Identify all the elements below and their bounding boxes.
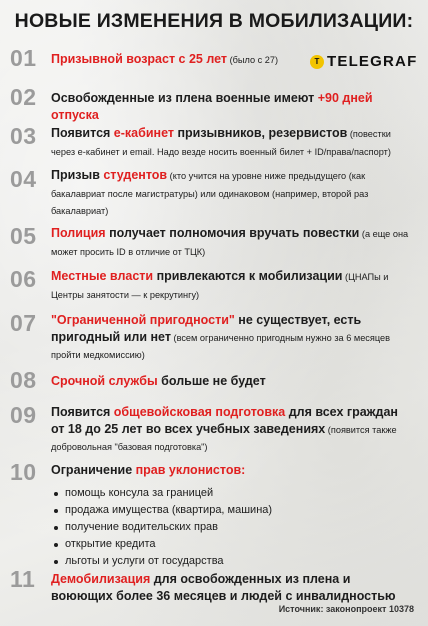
item-number: 08 [10,367,37,393]
item-main: для всех граждан от 18 до 25 лет во всех учебных заведениях [51,405,398,436]
item-highlight: Местные власти [51,269,154,283]
bullet-item: льготы и услуги от государства [51,553,414,570]
bullet-item: открытие кредита [51,536,414,553]
item-note: (всем ограниченно пригодным нужно за 6 месяцев пройти медкомиссию) [51,332,391,360]
item-text [51,167,414,220]
item-main: не существует, есть пригодный или нет [51,313,362,344]
item-number: 09 [10,402,37,428]
item-text [51,51,414,69]
item-note: (появится также добровольная "базовая подготовка") [51,424,397,452]
item-main: привлекаются к мобилизации [153,269,343,283]
restriction-list [51,485,414,571]
item-highlight: +90 дней отпуска [51,91,373,122]
item-highlight: Призывной возраст с 25 лет [51,52,228,66]
bullet-item: продажа имущества (квартира, машина) [51,502,414,519]
item-text [51,462,414,571]
item-main: Появится [51,405,114,419]
item-text [51,571,414,604]
item-main: получает полномочия вручать повестки [105,226,360,240]
item-number: 02 [10,84,37,110]
item-main: Освобожденные из плена военные имеют [51,91,318,105]
item-note: (ЦНАПы и Центры занятости — к рекрутингу) [51,272,389,300]
item-highlight: Полиция [51,226,106,240]
item-main: больше не будет [157,374,266,388]
item-highlight: "Ограниченной пригодности" [51,313,235,327]
item-number: 03 [10,123,37,149]
item-text [51,373,414,390]
logo-text: TELEGRAF [327,53,418,70]
item-text [51,125,414,160]
item-text [51,404,414,456]
source-note: Источник: законопроект 10378 [278,604,414,614]
item-main: призывников, резервистов [173,126,348,140]
item-number: 07 [10,310,37,336]
item-highlight: прав уклонистов: [135,463,246,477]
item-number: 11 [10,566,36,592]
item-note: (а еще она может просить ID в отличие от ТЦК) [51,229,409,257]
item-text [51,225,414,260]
item-main: Появится [51,126,114,140]
item-text [51,90,414,123]
item-text [51,312,414,364]
item-highlight: студентов [103,168,168,182]
bullet-item: помощь консула за границей [51,485,414,502]
item-main: для освобожденных из плена и воюющих более 36 месяцев и людей с инвалидностью [51,572,396,603]
item-note: (повестки через е-кабинет и email. Надо везде носить военный билет + ID/права/паспорт) [51,129,391,157]
bullet-item: получение водительских прав [51,519,414,536]
item-number: 10 [10,459,37,485]
item-note: (кто учится на уровне ниже предыдущего (как бакалавриат после магистратуры) или одинаковом (например, второй раз бакалавриат) [51,171,369,216]
item-note: (было с 27) [227,55,279,65]
item-main: Ограничение [51,463,136,477]
item-highlight: общевойсковая подготовка [113,405,286,419]
item-highlight: е-кабинет [113,126,174,140]
item-number: 05 [10,223,37,249]
item-highlight: Срочной службы [51,374,158,388]
item-main: Призыв [51,168,104,182]
item-highlight: Демобилизация [51,572,151,586]
item-number: 04 [10,166,37,192]
item-text [51,268,414,303]
logo-badge-letter: T [314,56,320,66]
page-title: НОВЫЕ ИЗМЕНЕНИЯ В МОБИЛИЗАЦИИ: [14,10,414,32]
item-number: 06 [10,266,37,292]
item-number: 01 [10,45,37,71]
